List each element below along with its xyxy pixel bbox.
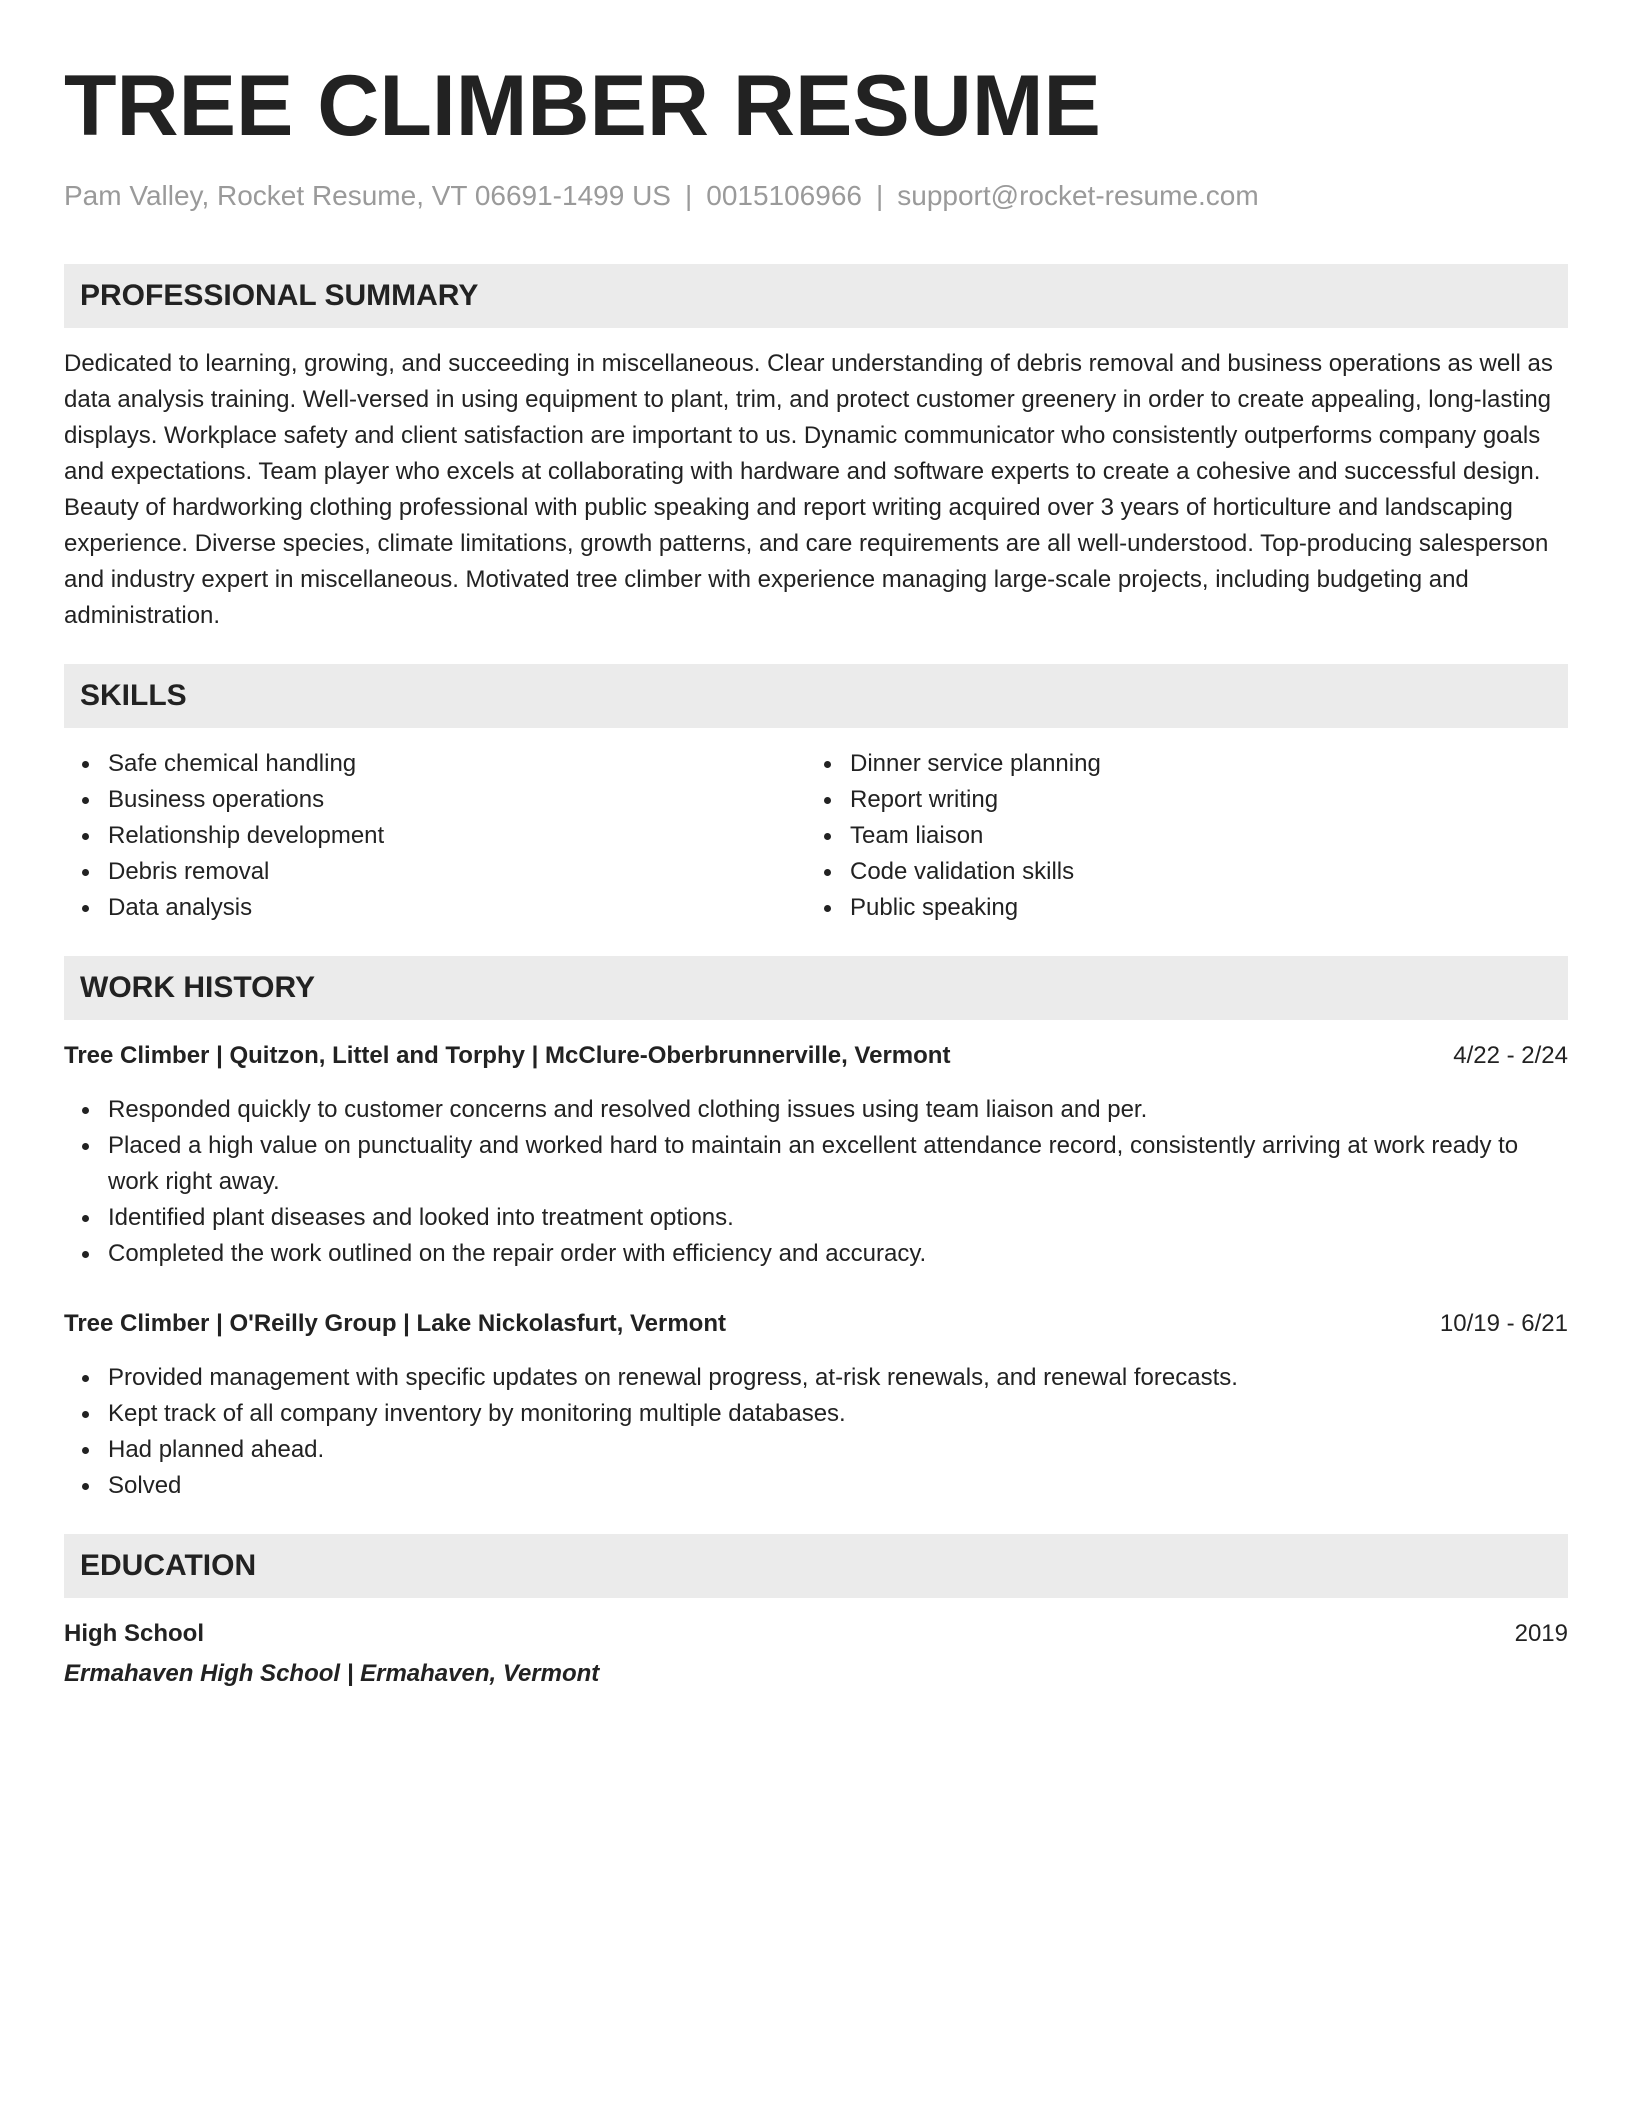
skill-item: Dinner service planning — [806, 746, 1548, 782]
job-duty: Identified plant diseases and looked into treatment options. — [64, 1200, 1568, 1236]
job-title: Tree Climber | O'Reilly Group | Lake Nickolasfurt, Vermont — [64, 1310, 726, 1337]
job-duties — [64, 1092, 1568, 1272]
skill-item: Public speaking — [806, 890, 1548, 926]
skills-column-right — [806, 746, 1548, 926]
skill-item: Team liaison — [806, 818, 1548, 854]
skill-item: Safe chemical handling — [64, 746, 806, 782]
job-heading — [64, 1306, 1568, 1342]
section-header-education: EDUCATION — [64, 1534, 1568, 1598]
skill-item: Code validation skills — [806, 854, 1548, 890]
education-school: Ermahaven High School | Ermahaven, Vermont — [64, 1660, 600, 1687]
job-dates: 10/19 - 6/21 — [1439, 1310, 1568, 1337]
section-header-skills: SKILLS — [64, 664, 1568, 728]
section-header-summary: PROFESSIONAL SUMMARY — [64, 264, 1568, 328]
job-title: Tree Climber | Quitzon, Littel and Torphy | McClure-Oberbrunnerville, Vermont — [64, 1042, 951, 1069]
job-duty: Kept track of all company inventory by monitoring multiple databases. — [64, 1396, 1568, 1432]
job-duty: Solved — [64, 1468, 1568, 1504]
education-degree: High School — [64, 1620, 204, 1647]
contact-address: Pam Valley, Rocket Resume, VT 06691-1499 US — [64, 180, 671, 211]
job-duty: Provided management with specific updates on renewal progress, at-risk renewals, and renewal forecasts. — [64, 1360, 1568, 1396]
contact-separator: | — [684, 180, 693, 211]
contact-email: support@rocket-resume.com — [897, 180, 1259, 211]
skills-list — [64, 746, 1568, 926]
resume-title: TREE CLIMBER RESUME — [64, 58, 1101, 154]
job-duties — [64, 1360, 1568, 1504]
skill-item: Data analysis — [64, 890, 806, 926]
skill-item: Debris removal — [64, 854, 806, 890]
summary-text: Dedicated to learning, growing, and succeeding in miscellaneous. Clear understanding of debris removal and business operations as well as data analysis training. Well-versed in using equipment to plant, trim, and protect customer greenery in order to create appealing, long-lasting displays. Workplace safety and client satisfaction are important to us. Dynamic communicator who consistently outperforms company goals and expectations. Team player who excels at collaborating with hardware and software experts to create a cohesive and successful design. Beauty of hardworking clothing professional with public speaking and report writing acquired over 3 years of horticulture and landscaping experience. Diverse species, climate limitations, growth patterns, and care requirements are all well-understood. Top-producing salesperson and industry expert in miscellaneous. Motivated tree climber with experience managing large-scale projects, including budgeting and administration. — [64, 350, 1553, 629]
skill-item: Business operations — [64, 782, 806, 818]
job-duty: Had planned ahead. — [64, 1432, 1568, 1468]
job-duty: Responded quickly to customer concerns and resolved clothing issues using team liaison and per. — [64, 1092, 1568, 1128]
job-entry — [64, 1306, 1568, 1504]
job-heading — [64, 1038, 1568, 1074]
education-heading — [64, 1616, 1568, 1652]
education-year: 2019 — [1514, 1620, 1568, 1647]
skills-column-left — [64, 746, 806, 926]
resume-page — [64, 56, 1568, 1692]
job-duty: Completed the work outlined on the repair order with efficiency and accuracy. — [64, 1236, 1568, 1272]
section-header-work-history: WORK HISTORY — [64, 956, 1568, 1020]
job-entry — [64, 1038, 1568, 1272]
contact-separator: | — [875, 180, 884, 211]
job-dates: 4/22 - 2/24 — [1453, 1042, 1568, 1069]
contact-line — [64, 178, 1568, 214]
skill-item: Relationship development — [64, 818, 806, 854]
contact-phone: 0015106966 — [706, 180, 862, 211]
job-duty: Placed a high value on punctuality and worked hard to maintain an excellent attendance record, consistently arriving at work ready to work right away. — [64, 1128, 1568, 1200]
skill-item: Report writing — [806, 782, 1548, 818]
